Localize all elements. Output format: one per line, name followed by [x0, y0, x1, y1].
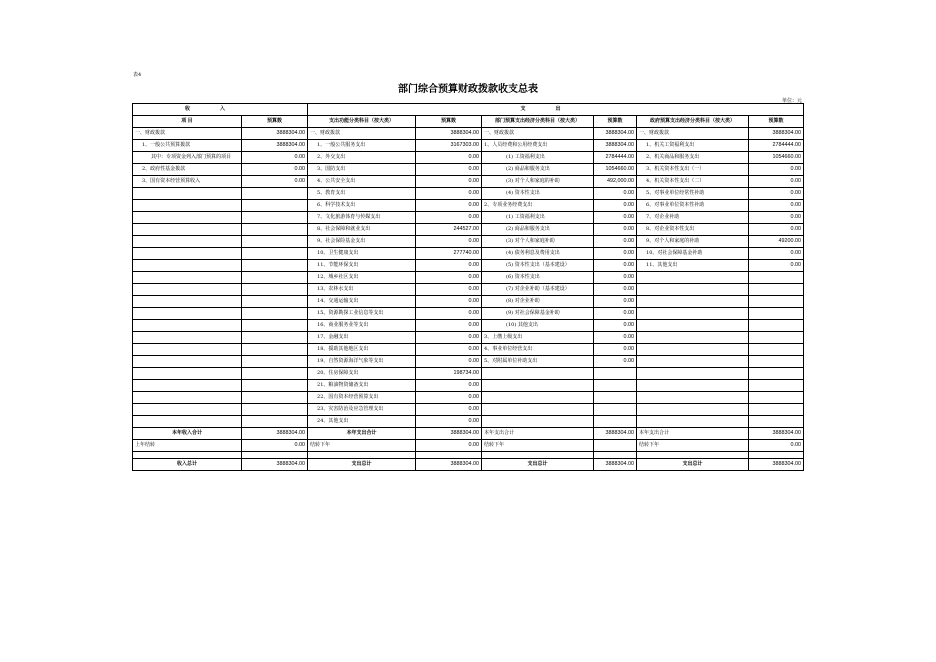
income-amount: 0.00: [242, 176, 308, 188]
dept-econ-item: 2、专项业务经费支出: [482, 200, 594, 212]
income-total-label: 本年收入合计: [133, 428, 242, 440]
dept-econ-amount: [594, 368, 637, 380]
dept-econ-item: [482, 404, 594, 416]
gov-econ-amount: 49200.00: [749, 236, 804, 248]
func-item: 21、粮油物资储备支出: [308, 380, 416, 392]
gov-econ-item: 一、财政拨款: [637, 128, 749, 140]
dept-total-label: 本年支出合计: [482, 428, 594, 440]
func-amount: 0.00: [416, 380, 482, 392]
func-item: 22、国有资本经营预算支出: [308, 392, 416, 404]
gov-econ-item: 5、对事业单位经常性补助: [637, 188, 749, 200]
func-amount: 0.00: [416, 188, 482, 200]
gov-econ-item: [637, 344, 749, 356]
unit-label: 单位：元: [781, 98, 802, 104]
dept-econ-amount: 492,000.00: [594, 176, 637, 188]
income-item: [133, 236, 242, 248]
gov-econ-amount: [749, 356, 804, 368]
dept-econ-item: (4) 资本性支出: [482, 188, 594, 200]
income-amount: 0.00: [242, 164, 308, 176]
func-item: 13、农林水支出: [308, 284, 416, 296]
table-row: [133, 128, 804, 140]
gov-econ-amount: [749, 272, 804, 284]
income-item: [133, 272, 242, 284]
next-carry-value: [594, 440, 637, 452]
func-amount: 0.00: [416, 416, 482, 428]
func-amount: 0.00: [416, 284, 482, 296]
gov-grand-value: 3888304.00: [749, 459, 804, 471]
dept-econ-item: (1) 工资福利支出: [482, 152, 594, 164]
dept-econ-amount: [594, 392, 637, 404]
next-carry-label: 结转下年: [308, 440, 416, 452]
next-carry-value: 0.00: [749, 440, 804, 452]
gov-econ-item: [637, 416, 749, 428]
func-amount: 0.00: [416, 392, 482, 404]
gov-econ-item: [637, 296, 749, 308]
table-row: [133, 416, 804, 428]
income-item: [133, 356, 242, 368]
func-total-label: 本年支出合计: [308, 428, 416, 440]
func-item: 一、财政拨款: [308, 128, 416, 140]
income-amount: [242, 188, 308, 200]
dept-grand-value: 3888304.00: [594, 459, 637, 471]
gov-econ-amount: [749, 320, 804, 332]
gov-econ-amount: 0.00: [749, 188, 804, 200]
table-row: [133, 308, 804, 320]
dept-econ-item: (10) 其他支出: [482, 320, 594, 332]
gov-econ-amount: 1054660.00: [749, 152, 804, 164]
func-amount: 0.00: [416, 200, 482, 212]
func-amount: 0.00: [416, 260, 482, 272]
gov-econ-item: [637, 332, 749, 344]
section-header-row: [133, 104, 804, 116]
func-amount: 0.00: [416, 332, 482, 344]
gov-econ-item: 4、机关资本性支出（二）: [637, 176, 749, 188]
gov-econ-item: [637, 272, 749, 284]
dept-econ-amount: 0.00: [594, 272, 637, 284]
func-item: 16、商业服务业等支出: [308, 320, 416, 332]
col-amount-header: 预算数: [416, 116, 482, 128]
income-amount: [242, 344, 308, 356]
func-item: 4、公共安全支出: [308, 176, 416, 188]
gov-econ-item: [637, 368, 749, 380]
column-header-row: [133, 116, 804, 128]
gov-econ-amount: 0.00: [749, 164, 804, 176]
func-amount: 0.00: [416, 296, 482, 308]
prev-carry-value: 0.00: [242, 440, 308, 452]
income-item: [133, 404, 242, 416]
dept-econ-item: (7) 对企业补助（基本建设）: [482, 284, 594, 296]
func-amount: 0.00: [416, 272, 482, 284]
income-item: 1、一般公共预算拨款: [133, 140, 242, 152]
gov-grand-label: 支出总计: [637, 459, 749, 471]
col-amount-header: 预算数: [242, 116, 308, 128]
dept-econ-amount: 0.00: [594, 200, 637, 212]
income-total-value: 3888304.00: [242, 428, 308, 440]
prev-carry-label: 上年结转: [133, 440, 242, 452]
func-amount: 0.00: [416, 164, 482, 176]
gov-econ-item: 1、机关工资福利支出: [637, 140, 749, 152]
income-item: [133, 320, 242, 332]
income-amount: [242, 416, 308, 428]
dept-econ-item: (2) 商品和服务支出: [482, 224, 594, 236]
dept-econ-amount: [594, 404, 637, 416]
func-item: 2、外交支出: [308, 152, 416, 164]
table-row: [133, 140, 804, 152]
gov-econ-item: [637, 392, 749, 404]
table-row: [133, 200, 804, 212]
income-amount: 3888304.00: [242, 128, 308, 140]
income-amount: [242, 248, 308, 260]
func-item: 14、交通运输支出: [308, 296, 416, 308]
income-amount: [242, 272, 308, 284]
table-row: [133, 260, 804, 272]
income-amount: [242, 320, 308, 332]
gov-econ-amount: [749, 308, 804, 320]
func-item: 5、教育支出: [308, 188, 416, 200]
table-row: [133, 320, 804, 332]
func-amount: 0.00: [416, 236, 482, 248]
func-amount: 0.00: [416, 356, 482, 368]
income-item: 其中：专项资金列入部门预算的项目: [133, 152, 242, 164]
dept-econ-item: (2) 商品和服务支出: [482, 164, 594, 176]
gov-econ-amount: 0.00: [749, 176, 804, 188]
col-econ-gov-header: 政府预算支出经济分类科目（按大类）: [637, 116, 749, 128]
gov-econ-item: [637, 356, 749, 368]
gov-econ-item: [637, 404, 749, 416]
dept-econ-item: 一、财政拨款: [482, 128, 594, 140]
dept-econ-amount: 1054660.00: [594, 164, 637, 176]
income-amount: [242, 404, 308, 416]
func-item: 1、一般公共服务支出: [308, 140, 416, 152]
income-amount: [242, 212, 308, 224]
dept-econ-amount: 0.00: [594, 284, 637, 296]
gov-econ-amount: 0.00: [749, 248, 804, 260]
income-header: 收入: [133, 104, 308, 116]
gov-econ-item: 8、对企业资本性支出: [637, 224, 749, 236]
gov-econ-item: 7、对企业补助: [637, 212, 749, 224]
func-item: 9、社会保险基金支出: [308, 236, 416, 248]
table-row: [133, 404, 804, 416]
gov-econ-item: [637, 380, 749, 392]
income-item: [133, 188, 242, 200]
dept-econ-item: (6) 资本性支出: [482, 272, 594, 284]
func-grand-value: 3888304.00: [416, 459, 482, 471]
dept-econ-amount: 0.00: [594, 248, 637, 260]
table-row: [133, 176, 804, 188]
col-econ-dept-header: 部门预算支出经济分类科目（按大类）: [482, 116, 594, 128]
income-item: [133, 248, 242, 260]
gov-econ-item: 9、对个人和家庭的补助: [637, 236, 749, 248]
func-grand-label: 支出总计: [308, 459, 416, 471]
income-item: [133, 332, 242, 344]
dept-econ-item: (1) 工资福利支出: [482, 212, 594, 224]
gov-econ-item: 3、机关资本性支出（一）: [637, 164, 749, 176]
dept-econ-item: (3) 对个人和家庭补助: [482, 236, 594, 248]
dept-econ-amount: 0.00: [594, 344, 637, 356]
income-amount: [242, 392, 308, 404]
dept-econ-item: 1、人员经费和公用经费支出: [482, 140, 594, 152]
dept-econ-amount: 0.00: [594, 260, 637, 272]
income-item: [133, 416, 242, 428]
table-row: [133, 332, 804, 344]
func-item: 7、文化旅游体育与传媒支出: [308, 212, 416, 224]
gov-econ-amount: [749, 392, 804, 404]
func-item: 11、节能环保支出: [308, 260, 416, 272]
gov-econ-item: 10、对社会保障基金补助: [637, 248, 749, 260]
table-row: [133, 380, 804, 392]
col-func-header: 支出功能分类科目（按大类）: [308, 116, 416, 128]
dept-econ-item: (3) 对个人和家庭的补助: [482, 176, 594, 188]
dept-econ-item: 3、上缴上级支出: [482, 332, 594, 344]
dept-grand-label: 支出总计: [482, 459, 594, 471]
table-row: [133, 248, 804, 260]
income-item: 3、国有资本经营预算收入: [133, 176, 242, 188]
income-item: [133, 212, 242, 224]
table-row: [133, 392, 804, 404]
dept-econ-item: 4、事业单位经营支出: [482, 344, 594, 356]
income-item: [133, 284, 242, 296]
income-item: [133, 308, 242, 320]
func-item: 15、资源勘探工业信息等支出: [308, 308, 416, 320]
income-item: [133, 368, 242, 380]
table-row: [133, 164, 804, 176]
func-item: 23、灾害防治及应急管理支出: [308, 404, 416, 416]
dept-econ-amount: 0.00: [594, 188, 637, 200]
gov-total-label: 本年支出合计: [637, 428, 749, 440]
col-amount-header: 预算数: [749, 116, 804, 128]
table-row: [133, 368, 804, 380]
func-item: 8、社会保障和就业支出: [308, 224, 416, 236]
func-item: 20、住房保障支出: [308, 368, 416, 380]
income-grand-label: 收入总计: [133, 459, 242, 471]
gov-econ-amount: [749, 416, 804, 428]
table-row: [133, 212, 804, 224]
func-amount: 198734.00: [416, 368, 482, 380]
table-row: [133, 152, 804, 164]
dept-econ-amount: 0.00: [594, 332, 637, 344]
carryover-row: [133, 440, 804, 452]
table-row: [133, 272, 804, 284]
income-amount: [242, 308, 308, 320]
income-amount: [242, 224, 308, 236]
table-row: [133, 344, 804, 356]
gov-econ-amount: [749, 344, 804, 356]
func-item: 24、其他支出: [308, 416, 416, 428]
next-carry-label: 结转下年: [482, 440, 594, 452]
gov-econ-amount: 0.00: [749, 224, 804, 236]
income-amount: [242, 236, 308, 248]
year-total-row: [133, 428, 804, 440]
budget-table: [132, 103, 804, 471]
dept-econ-amount: 0.00: [594, 212, 637, 224]
gov-econ-item: 11、其他支出: [637, 260, 749, 272]
gov-econ-item: [637, 320, 749, 332]
func-amount: 0.00: [416, 404, 482, 416]
col-amount-header: 预算数: [594, 116, 637, 128]
gov-econ-amount: [749, 380, 804, 392]
income-amount: [242, 380, 308, 392]
income-item: [133, 200, 242, 212]
dept-econ-item: (4) 债务利息及费用支出: [482, 248, 594, 260]
gov-econ-item: [637, 284, 749, 296]
dept-econ-amount: 0.00: [594, 320, 637, 332]
gov-econ-amount: 0.00: [749, 212, 804, 224]
dept-econ-amount: 0.00: [594, 236, 637, 248]
func-item: 12、城乡社区支出: [308, 272, 416, 284]
page-title: 部门综合预算财政拨款收支总表: [398, 84, 538, 95]
func-total-value: 3888304.00: [416, 428, 482, 440]
dept-econ-item: (8) 对企业补助: [482, 296, 594, 308]
dept-econ-amount: 2784444.00: [594, 152, 637, 164]
gov-econ-amount: [749, 368, 804, 380]
income-item: [133, 380, 242, 392]
table-row: [133, 356, 804, 368]
spacer-row: [133, 452, 804, 459]
income-item: [133, 260, 242, 272]
func-amount: 0.00: [416, 344, 482, 356]
dept-econ-amount: 3888304.00: [594, 128, 637, 140]
dept-econ-amount: 0.00: [594, 296, 637, 308]
dept-econ-item: [482, 380, 594, 392]
income-amount: [242, 284, 308, 296]
func-amount: 0.00: [416, 320, 482, 332]
gov-econ-amount: [749, 284, 804, 296]
dept-econ-item: (5) 资本性支出（基本建设）: [482, 260, 594, 272]
gov-econ-amount: 0.00: [749, 200, 804, 212]
income-grand-value: 3888304.00: [242, 459, 308, 471]
income-item: 一、财政拨款: [133, 128, 242, 140]
col-item-header: 项 目: [133, 116, 242, 128]
func-amount: 0.00: [416, 308, 482, 320]
income-amount: [242, 356, 308, 368]
next-carry-value: 0.00: [416, 440, 482, 452]
func-amount: 3167303.00: [416, 140, 482, 152]
func-amount: 0.00: [416, 152, 482, 164]
func-item: 10、卫生健康支出: [308, 248, 416, 260]
gov-total-value: 3888304.00: [749, 428, 804, 440]
gov-econ-amount: 0.00: [749, 260, 804, 272]
income-item: [133, 344, 242, 356]
dept-econ-item: 5、对附属单位补助支出: [482, 356, 594, 368]
func-item: 3、国防支出: [308, 164, 416, 176]
dept-econ-amount: [594, 416, 637, 428]
gov-econ-amount: 3888304.00: [749, 128, 804, 140]
dept-econ-item: (9) 对社会保障基金补助: [482, 308, 594, 320]
dept-econ-item: [482, 416, 594, 428]
table-number-label: 表4: [133, 72, 142, 78]
table-row: [133, 284, 804, 296]
dept-econ-amount: [594, 380, 637, 392]
func-amount: 0.00: [416, 176, 482, 188]
income-amount: [242, 260, 308, 272]
income-item: 2、政府性基金拨款: [133, 164, 242, 176]
grand-total-row: [133, 459, 804, 471]
dept-econ-item: [482, 368, 594, 380]
func-amount: 244527.00: [416, 224, 482, 236]
table-row: [133, 236, 804, 248]
func-item: 19、自然资源海洋气象等支出: [308, 356, 416, 368]
next-carry-label: 结转下年: [637, 440, 749, 452]
income-amount: [242, 332, 308, 344]
func-item: 18、援助其他地区支出: [308, 344, 416, 356]
dept-econ-amount: 0.00: [594, 308, 637, 320]
expense-header: 支出: [308, 104, 804, 116]
gov-econ-amount: [749, 404, 804, 416]
income-item: [133, 296, 242, 308]
table-row: [133, 188, 804, 200]
income-amount: 3888304.00: [242, 140, 308, 152]
gov-econ-amount: [749, 332, 804, 344]
income-amount: [242, 296, 308, 308]
dept-total-value: 3888304.00: [594, 428, 637, 440]
dept-econ-amount: 0.00: [594, 224, 637, 236]
income-amount: [242, 200, 308, 212]
gov-econ-amount: 2784444.00: [749, 140, 804, 152]
gov-econ-amount: [749, 296, 804, 308]
func-amount: 277740.00: [416, 248, 482, 260]
func-item: 17、金融支出: [308, 332, 416, 344]
func-amount: 0.00: [416, 212, 482, 224]
func-item: 6、科学技术支出: [308, 200, 416, 212]
gov-econ-item: [637, 308, 749, 320]
dept-econ-item: [482, 392, 594, 404]
income-item: [133, 224, 242, 236]
dept-econ-amount: 3888304.00: [594, 140, 637, 152]
dept-econ-amount: 0.00: [594, 356, 637, 368]
income-amount: 0.00: [242, 152, 308, 164]
table-row: [133, 224, 804, 236]
table-row: [133, 296, 804, 308]
gov-econ-item: 2、机关商品和服务支出: [637, 152, 749, 164]
income-item: [133, 392, 242, 404]
income-amount: [242, 368, 308, 380]
gov-econ-item: 6、对事业单位资本性补助: [637, 200, 749, 212]
func-amount: 3888304.00: [416, 128, 482, 140]
